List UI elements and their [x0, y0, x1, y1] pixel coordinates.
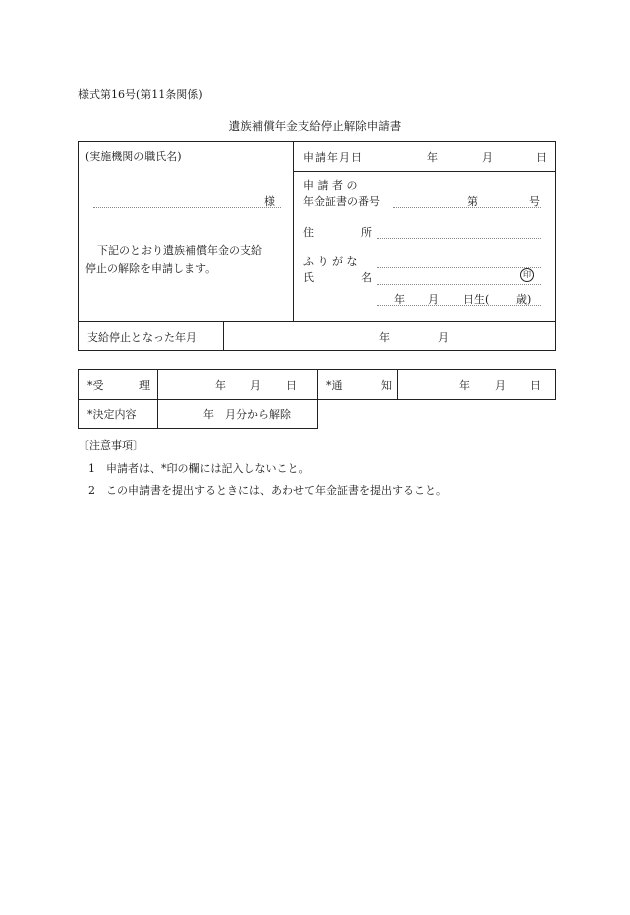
notes-heading: 〔注意事項〕 [78, 439, 144, 452]
request-text-line2: 停止の解除を申請します。 [85, 262, 217, 275]
note-item: 2 この申請書を提出するときには、あわせて年金証書を提出すること。 [88, 484, 447, 497]
row-divider [293, 171, 556, 172]
birth-year-label: 年 [394, 293, 405, 306]
certificate-dai-label: 第 [467, 195, 478, 208]
office-table-bottom [78, 428, 318, 429]
seal-icon: 印 [520, 268, 534, 282]
receipt-label-2: 理 [139, 379, 150, 392]
sama-label: 様 [264, 195, 275, 208]
furigana-line[interactable] [377, 267, 541, 268]
notice-day-label: 日 [530, 379, 541, 392]
decision-value: 年 月分から解除 [203, 408, 291, 421]
certificate-label-line2: 年金証書の番号 [303, 195, 380, 208]
receipt-year-label: 年 [215, 379, 226, 392]
application-date-label: 申請年月日 [303, 151, 363, 164]
certificate-gou-label: 号 [529, 195, 540, 208]
date-month-label: 月 [482, 151, 493, 164]
request-text-line1: 下記のとおり遺族補償年金の支給 [97, 244, 262, 257]
row-divider [78, 321, 556, 322]
suspension-month-label: 月 [438, 331, 449, 344]
institution-label: (実施機関の職氏名) [85, 150, 182, 163]
form-title: 遺族補償年金支給停止解除申請書 [228, 119, 402, 133]
receipt-label-1: *受 [87, 379, 104, 392]
decision-label: *決定内容 [87, 408, 137, 421]
institution-name-line[interactable] [93, 207, 281, 208]
date-day-label: 日 [536, 151, 547, 164]
suspension-year-label: 年 [379, 331, 390, 344]
column-divider [223, 321, 224, 351]
notice-label-1: *通 [326, 379, 343, 392]
birth-date-line[interactable] [377, 305, 541, 306]
notice-month-label: 月 [495, 379, 506, 392]
office-table-right [555, 369, 556, 399]
date-year-label: 年 [427, 151, 438, 164]
receipt-day-label: 日 [286, 379, 297, 392]
birth-month-label: 月 [428, 293, 439, 306]
address-label-1: 住 [303, 226, 314, 239]
office-table-col [317, 369, 318, 428]
birth-age-label: 歳) [516, 293, 532, 306]
office-table-left [78, 369, 79, 428]
office-table-col [397, 369, 398, 399]
notice-label-2: 知 [381, 379, 392, 392]
birth-day-label: 日生( [463, 293, 490, 306]
form-number: 様式第16号(第11条関係) [78, 88, 203, 101]
notice-year-label: 年 [459, 379, 470, 392]
name-label-2: 名 [361, 271, 372, 284]
name-label-1: 氏 [303, 271, 314, 284]
column-divider [293, 141, 294, 321]
address-line[interactable] [377, 238, 541, 239]
office-table-col [157, 369, 158, 428]
name-line[interactable] [377, 284, 541, 285]
receipt-month-label: 月 [250, 379, 261, 392]
certificate-number-line[interactable] [393, 207, 541, 208]
certificate-label-line1: 申 請 者 の [303, 179, 358, 192]
address-label-2: 所 [361, 226, 372, 239]
suspension-label: 支給停止となった年月 [87, 331, 197, 344]
note-item: 1 申請者は、*印の欄には記入しないこと。 [88, 462, 310, 475]
furigana-label: ふ り が な [303, 255, 358, 268]
